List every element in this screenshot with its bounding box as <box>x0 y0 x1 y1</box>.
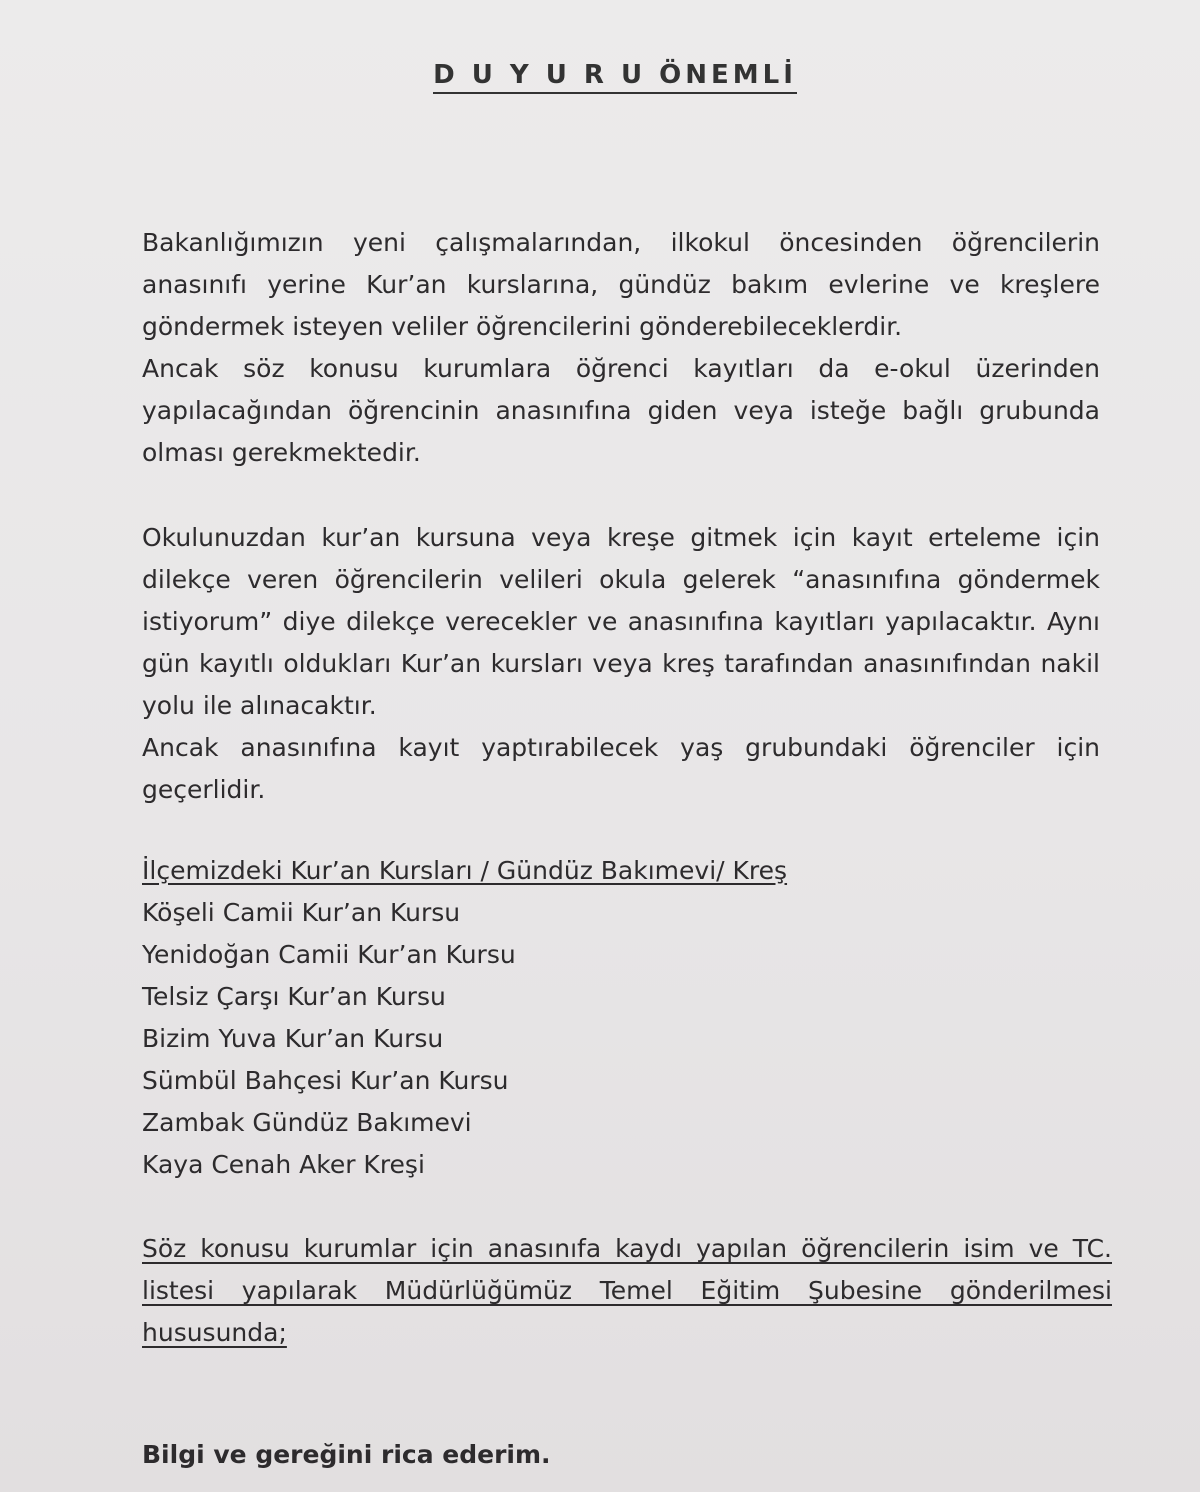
list-item: Bizim Yuva Kur’an Kursu <box>142 1024 444 1053</box>
list-item: Köşeli Camii Kur’an Kursu <box>142 898 461 927</box>
paragraph-ministry-info <box>142 222 1100 474</box>
list-heading: İlçemizdeki Kur’an Kursları / Gündüz Bakımevi/ Kreş <box>142 856 788 885</box>
list-item: Yenidoğan Camii Kur’an Kursu <box>142 940 516 969</box>
closing-note: Söz konusu kurumlar için anasınıfa kaydı yapılan öğrencilerin isim ve TC. listesi yapılarak Müdürlüğümüz Temel Eğitim Şubesine gönderilmesi hususunda; <box>142 1234 1112 1347</box>
document-title: D U Y U R U ÖNEMLİ <box>433 60 797 94</box>
paragraph-1: Bakanlığımızın yeni çalışmalarından, ilkokul öncesinden öğrencilerin anasınıfı yerine Kur’an kurslarına, gündüz bakım evlerine ve kreşlere göndermek isteyen veliler öğrencilerini gönderebileceklerdir. <box>142 228 1100 341</box>
paragraph-2b: Ancak anasınıfına kayıt yaptırabilecek yaş grubundaki öğrenciler için geçerlidir. <box>142 733 1100 804</box>
paragraph-registration-info <box>142 517 1100 811</box>
signoff: Bilgi ve gereğini rica ederim. <box>142 1440 551 1469</box>
list-item: Telsiz Çarşı Kur’an Kursu <box>142 982 446 1011</box>
list-item: Zambak Gündüz Bakımevi <box>142 1108 472 1137</box>
paragraph-1b: Ancak söz konusu kurumlara öğrenci kayıtları da e-okul üzerinden yapılacağından öğrencinin anasınıfına giden veya isteğe bağlı grubunda olması gerekmektedir. <box>142 354 1100 467</box>
list-item: Sümbül Bahçesi Kur’an Kursu <box>142 1066 509 1095</box>
list-item: Kaya Cenah Aker Kreşi <box>142 1150 425 1179</box>
title-container <box>430 60 800 94</box>
institution-list <box>142 850 1100 1186</box>
paragraph-2: Okulunuzdan kur’an kursuna veya kreşe gitmek için kayıt erteleme için dilekçe veren öğrencilerin velileri okula gelerek “anasınıfına göndermek istiyorum” diye dilekçe verecekler ve anasınıfına kayıtları yapılacaktır. Aynı gün kayıtlı oldukları Kur’an kursları veya kreş tarafından anasınıfından nakil yolu ile alınacaktır. <box>142 523 1100 720</box>
